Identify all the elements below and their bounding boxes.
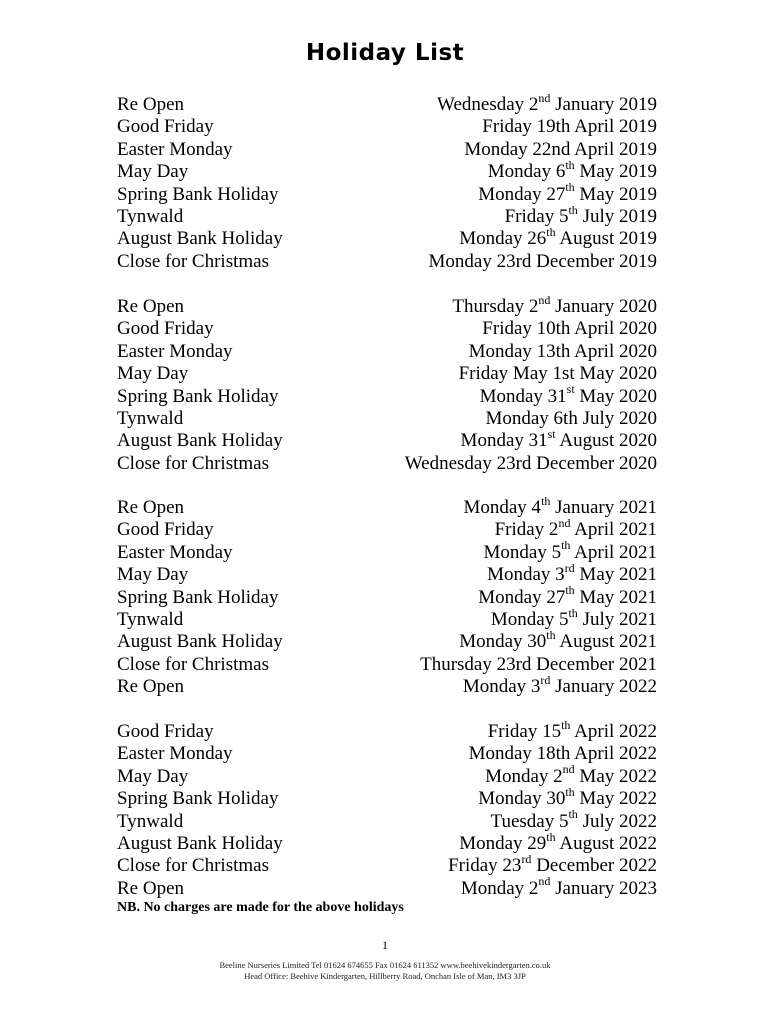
holiday-name: August Bank Holiday (117, 833, 283, 854)
holiday-name: Tynwald (117, 810, 184, 832)
holiday-name: May Day (117, 564, 189, 586)
holiday-date: Monday 5th July 2021 (490, 605, 657, 630)
holiday-row (117, 292, 657, 318)
holiday-date: Friday 2nd April 2021 (494, 516, 657, 541)
holiday-name: August Bank Holiday (117, 631, 283, 653)
holiday-name: Close for Christmas (117, 855, 269, 877)
holiday-name: August Bank Holiday (117, 430, 283, 452)
holiday-name: Close for Christmas (117, 250, 269, 272)
holiday-name: Good Friday (117, 721, 214, 742)
holiday-name: Close for Christmas (117, 452, 269, 474)
holiday-date: Friday 5th July 2019 (504, 202, 657, 227)
holiday-name: Easter Monday (117, 541, 233, 563)
holiday-row (117, 493, 657, 519)
holiday-row (117, 654, 657, 676)
holiday-date: Friday May 1st May 2020 (458, 363, 657, 385)
holiday-name: Close for Christmas (117, 653, 269, 675)
holiday-row (117, 605, 657, 631)
charges-note: NB. No charges are made for the above holidays (117, 900, 404, 915)
holiday-date: Thursday 23rd December 2021 (420, 653, 657, 675)
holiday-date: Monday 22nd April 2019 (464, 138, 657, 160)
holiday-name: Re Open (117, 497, 185, 518)
holiday-row (117, 251, 657, 273)
holiday-row (117, 453, 657, 475)
holiday-row (117, 807, 657, 833)
holiday-name: Tynwald (117, 408, 184, 429)
holiday-row (117, 829, 657, 855)
holiday-date: Monday 26th August 2019 (459, 225, 657, 250)
holiday-name: May Day (117, 161, 189, 183)
holiday-row (117, 852, 657, 877)
holiday-name: Re Open (117, 296, 185, 317)
holiday-row (117, 363, 657, 385)
holiday-name: Re Open (117, 94, 185, 115)
holiday-date: Monday 13th April 2020 (468, 340, 657, 362)
holiday-date: Monday 6th May 2019 (487, 157, 657, 183)
holiday-row (117, 318, 657, 340)
holiday-date: Monday 18th April 2022 (468, 743, 657, 765)
holiday-name: Easter Monday (117, 138, 233, 160)
holiday-date: Monday 4th January 2021 (463, 493, 657, 518)
holiday-row (117, 743, 657, 765)
holiday-row (117, 116, 657, 138)
holiday-name: Spring Bank Holiday (117, 183, 279, 205)
holiday-name: Re Open (117, 877, 185, 899)
holiday-row (117, 717, 657, 743)
holiday-name: Re Open (117, 676, 185, 698)
holiday-row (117, 157, 657, 183)
holiday-date: Tuesday 5th July 2022 (490, 807, 657, 832)
holiday-row (117, 427, 657, 452)
holiday-row (117, 408, 657, 430)
holiday-row (117, 874, 657, 900)
holiday-row (117, 762, 657, 788)
holiday-name: May Day (117, 765, 189, 787)
holiday-name: Easter Monday (117, 743, 233, 765)
holiday-date: Monday 31st August 2020 (460, 427, 657, 452)
holiday-row (117, 628, 657, 653)
holiday-row (117, 538, 657, 564)
holiday-date: Friday 19th April 2019 (482, 116, 657, 138)
holiday-name: May Day (117, 363, 189, 385)
holiday-name: Spring Bank Holiday (117, 788, 279, 810)
holiday-name: Easter Monday (117, 340, 233, 362)
footer-address-line: Head Office: Beehive Kindergarten, Hillberry Road, Onchan Isle of Man, IM3 3JP (244, 971, 526, 981)
holiday-date: Monday 5th April 2021 (483, 538, 657, 563)
holiday-name: Good Friday (117, 116, 214, 138)
holiday-row (117, 560, 657, 586)
holiday-name: Good Friday (117, 519, 214, 541)
holiday-row (117, 202, 657, 228)
holiday-date: Monday 2nd January 2023 (460, 874, 657, 899)
holiday-date: Friday 15th April 2022 (487, 717, 657, 742)
holiday-date: Monday 27th May 2019 (478, 180, 657, 205)
holiday-name: Spring Bank Holiday (117, 586, 279, 608)
holiday-date: Monday 3rd January 2022 (462, 672, 657, 698)
holiday-row (117, 139, 657, 161)
holiday-name: Good Friday (117, 318, 214, 340)
holiday-date: Wednesday 23rd December 2020 (404, 452, 657, 474)
page-title: Holiday List (305, 40, 465, 66)
holiday-name: Spring Bank Holiday (117, 385, 279, 407)
holiday-name: Tynwald (117, 609, 184, 630)
holiday-row (117, 341, 657, 363)
holiday-date: Monday 30th May 2022 (478, 784, 657, 810)
holiday-date: Thursday 2nd January 2020 (452, 292, 657, 317)
footer-contact-line: Beeline Nurseries Limited Tel 01624 674655 Fax 01624 611352 www.beehivekindergarten.co.uk (219, 960, 551, 970)
holiday-row (117, 225, 657, 250)
holiday-date: Monday 29th August 2022 (459, 829, 657, 854)
holiday-date: Monday 30th August 2021 (459, 628, 657, 653)
holiday-row (117, 672, 657, 698)
holiday-date: Friday 23rd December 2022 (448, 852, 657, 877)
holiday-date: Monday 27th May 2021 (478, 583, 657, 608)
holiday-date: Monday 3rd May 2021 (487, 560, 657, 586)
holiday-row (117, 90, 657, 116)
holiday-row (117, 516, 657, 541)
holiday-date: Monday 6th July 2020 (485, 408, 657, 429)
holiday-row (117, 382, 657, 408)
holiday-date: Monday 23rd December 2019 (428, 250, 657, 272)
holiday-name: August Bank Holiday (117, 228, 283, 250)
holiday-date: Wednesday 2nd January 2019 (437, 90, 657, 115)
holiday-date: Monday 2nd May 2022 (485, 762, 657, 787)
holiday-date: Friday 10th April 2020 (482, 318, 657, 340)
holiday-name: Tynwald (117, 206, 184, 227)
holiday-date: Monday 31st May 2020 (479, 382, 657, 407)
page-number: 1 (382, 938, 388, 952)
